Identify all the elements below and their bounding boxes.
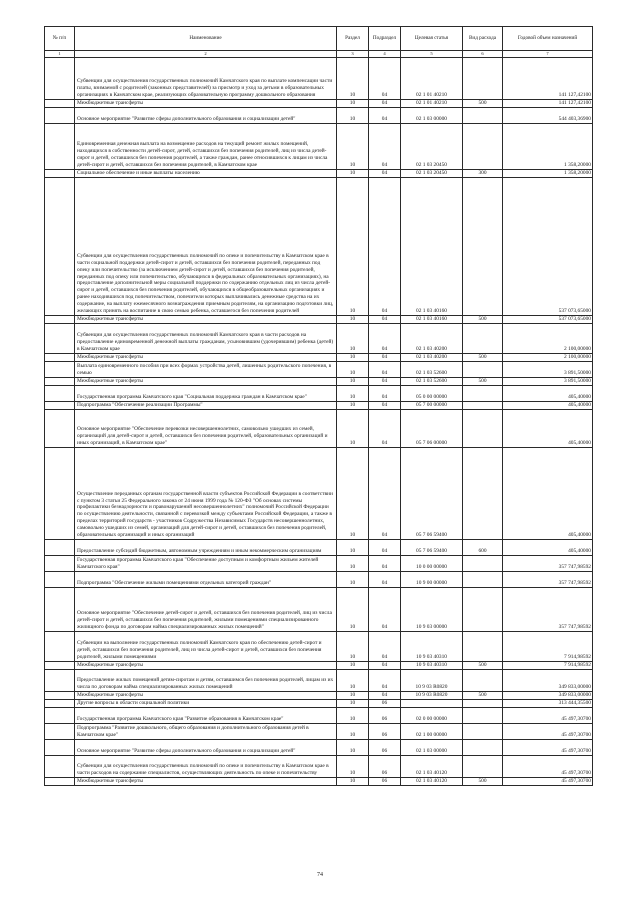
expense-type-code: 500	[463, 662, 503, 670]
table-row	[45, 386, 593, 402]
expense-type-code	[463, 700, 503, 708]
item-name: Осуществление переданных органам государственной власти субъектов Российской Федерации в соответствии с пунктом 3 статьи 25 Федерального закона от 24 июня 1999 года № 120-ФЗ "Об основах системы профилактики безнадзорности и правонарушений несовершеннолетних" полномочий Российской Федерации по осуществлению деятельности, связанной с перевозкой между субъектами Российской Федерации, а также в пределах территорий государств - участников Содружества Независимых Государств несовершеннолетних, самовольно ушедших из семей, организаций для детей-сирот и детей, оставшихся без попечения родителей, образовательных организаций и иных организаций	[75, 448, 337, 540]
item-name: Субвенции для осуществления государственных полномочий Камчатского края по выплате компенсации части платы, взимаемой с родителей (законных представителей) за присмотр и уход за детьми в образовательных организациях в Камчатском крае, реализующих образовательную программу дошкольного образования	[75, 58, 337, 100]
row-number-cell	[45, 124, 75, 170]
target-article-code: 10 9 03 00000	[401, 588, 463, 632]
row-number-cell	[45, 556, 75, 572]
row-number-cell	[45, 572, 75, 588]
annual-amount: 405,40000	[503, 540, 593, 556]
expense-type-code	[463, 556, 503, 572]
table-row	[45, 324, 593, 354]
target-article-code: 02 1 01 40210	[401, 100, 463, 108]
table-row	[45, 662, 593, 670]
table-row	[45, 410, 593, 448]
annual-amount: 45 497,30700	[503, 724, 593, 740]
annual-amount: 349 833,00000	[503, 670, 593, 692]
row-number-cell	[45, 316, 75, 324]
target-article-code: 02 1 03 40200	[401, 354, 463, 362]
target-article-code: 10 9 00 00000	[401, 572, 463, 588]
podrazdel-code: 04	[369, 58, 401, 100]
table-row	[45, 362, 593, 378]
razdel-code: 10	[337, 448, 369, 540]
podrazdel-code: 04	[369, 402, 401, 410]
row-number-cell	[45, 100, 75, 108]
annual-amount: 405,40000	[503, 386, 593, 402]
table-row	[45, 740, 593, 756]
item-name: Государственная программа Камчатского края "Развитие образования в Камчатском крае"	[75, 708, 337, 724]
target-article-code: 02 1 03 00000	[401, 740, 463, 756]
expense-type-code	[463, 58, 503, 100]
page-number: 74	[317, 872, 323, 878]
target-article-code: 05 0 00 00000	[401, 386, 463, 402]
target-article-code: 02 1 03 40160	[401, 316, 463, 324]
item-name: Выплата единовременного пособия при всех формах устройства детей, лишенных родительского попечения, в семью	[75, 362, 337, 378]
column-number-row	[45, 51, 593, 58]
podrazdel-code: 06	[369, 756, 401, 778]
target-article-code: 10 0 00 00000	[401, 556, 463, 572]
razdel-code: 10	[337, 378, 369, 386]
expense-type-code	[463, 178, 503, 316]
annual-amount: 357 747,98592	[503, 588, 593, 632]
column-number: 6	[463, 51, 503, 58]
expense-type-code	[463, 756, 503, 778]
podrazdel-code: 04	[369, 378, 401, 386]
table-row	[45, 572, 593, 588]
column-header-number: № п/п	[45, 27, 75, 51]
razdel-code: 10	[337, 324, 369, 354]
budget-table	[44, 26, 593, 786]
annual-amount: 2 100,00000	[503, 324, 593, 354]
razdel-code: 10	[337, 178, 369, 316]
annual-amount: 537 073,65000	[503, 316, 593, 324]
annual-amount: 141 127,42100	[503, 58, 593, 100]
podrazdel-code: 06	[369, 708, 401, 724]
expense-type-code: 600	[463, 540, 503, 556]
row-number-cell	[45, 448, 75, 540]
item-name: Межбюджетные трансферты	[75, 354, 337, 362]
expense-type-code	[463, 632, 503, 662]
expense-type-code	[463, 708, 503, 724]
row-number-cell	[45, 362, 75, 378]
razdel-code: 10	[337, 354, 369, 362]
annual-amount: 141 127,42100	[503, 100, 593, 108]
razdel-code: 10	[337, 362, 369, 378]
target-article-code: 05 7 00 00000	[401, 402, 463, 410]
razdel-code: 10	[337, 100, 369, 108]
table-row	[45, 100, 593, 108]
annual-amount: 1 358,20000	[503, 124, 593, 170]
podrazdel-code: 04	[369, 386, 401, 402]
item-name: Предоставление жилых помещений детям-сиротам и детям, оставшимся без попечения родителей, лицам из их числа по договорам найма специализированных жилых помещений	[75, 670, 337, 692]
item-name: Единовременная денежная выплата на возмещение расходов на текущий ремонт жилых помещений, находящихся в собственности детей-сирот, детей, оставшихся без попечения родителей, лиц из числа детей-сирот и детей, оставшихся без попечения родителей, а также граждан, ранее относившихся к лицам из числа детей-сирот и детей, оставшихся без попечения родителей, в Камчатском крае	[75, 124, 337, 170]
expense-type-code: 300	[463, 170, 503, 178]
annual-amount: 357 747,98592	[503, 572, 593, 588]
row-number-cell	[45, 410, 75, 448]
target-article-code: 02 1 03 40200	[401, 324, 463, 354]
podrazdel-code: 04	[369, 100, 401, 108]
column-header-podrazdel: Подраздел	[369, 27, 401, 51]
annual-amount: 3 891,50000	[503, 362, 593, 378]
target-article-code: 05 7 06 59400	[401, 540, 463, 556]
annual-amount: 45 497,30700	[503, 756, 593, 778]
table-row	[45, 556, 593, 572]
razdel-code: 10	[337, 670, 369, 692]
item-name: Межбюджетные трансферты	[75, 692, 337, 700]
podrazdel-code: 06	[369, 778, 401, 786]
column-header-razdel: Раздел	[337, 27, 369, 51]
expense-type-code	[463, 324, 503, 354]
expense-type-code	[463, 448, 503, 540]
item-name: Межбюджетные трансферты	[75, 662, 337, 670]
annual-amount: 405,40000	[503, 410, 593, 448]
target-article-code: 02 1 03 52600	[401, 378, 463, 386]
annual-amount: 3 891,50000	[503, 378, 593, 386]
expense-type-code: 500	[463, 692, 503, 700]
table-row	[45, 170, 593, 178]
table-row	[45, 778, 593, 786]
table-row	[45, 354, 593, 362]
podrazdel-code: 06	[369, 700, 401, 708]
target-article-code: 02 1 03 40160	[401, 178, 463, 316]
expense-type-code: 500	[463, 100, 503, 108]
table-row	[45, 108, 593, 124]
table-row	[45, 700, 593, 708]
item-name: Субвенции для осуществления государственных полномочий по опеке и попечительству в Камчатском крае в части расходов на содержание специалистов, осуществляющих деятельность по опеке и попечительству	[75, 756, 337, 778]
row-number-cell	[45, 778, 75, 786]
item-name: Подпрограмма "Обеспечение реализации Программы"	[75, 402, 337, 410]
table-row	[45, 316, 593, 324]
annual-amount: 7 914,98592	[503, 632, 593, 662]
row-number-cell	[45, 724, 75, 740]
item-name: Субвенции для осуществления государственных полномочий по опеке и попечительству в Камчатском крае в части социальной поддержки детей-сирот и детей, оставшихся без попечения родителей, переданных под опеку или попечительство (за исключением детей-сирот и детей, оставшихся без попечения родителей, переданных под опеку или попечительство, обучающихся в федеральных образовательных организациях), на предоставление дополнительной меры социальной поддержки по содержанию отдельных лиц из числа детей-сирот и детей, оставшихся без попечения родителей, обучающихся в общеобразовательных организациях и ранее находившихся под попечительством, попечители которых выплачивались денежные средства на их содержание, на выплату ежемесячного вознаграждения приемным родителям, на организацию подготовки лиц, желающих принять на воспитание в свою семью ребенка, оставшегося без попечения родителей	[75, 178, 337, 316]
annual-amount: 349 833,00000	[503, 692, 593, 700]
podrazdel-code: 04	[369, 324, 401, 354]
razdel-code: 10	[337, 108, 369, 124]
column-number: 5	[401, 51, 463, 58]
razdel-code: 10	[337, 756, 369, 778]
item-name: Основное мероприятие "Развитие сферы дополнительного образования и социализации детей"	[75, 740, 337, 756]
table-row	[45, 178, 593, 316]
annual-amount: 357 747,98592	[503, 556, 593, 572]
podrazdel-code: 04	[369, 572, 401, 588]
target-article-code: 05 7 06 00000	[401, 410, 463, 448]
annual-amount: 45 497,30700	[503, 778, 593, 786]
target-article-code: 02 1 03 52600	[401, 362, 463, 378]
razdel-code: 10	[337, 316, 369, 324]
razdel-code: 10	[337, 740, 369, 756]
table-row	[45, 378, 593, 386]
item-name: Межбюджетные трансферты	[75, 778, 337, 786]
target-article-code: 10 9 03 40310	[401, 632, 463, 662]
razdel-code: 10	[337, 410, 369, 448]
row-number-cell	[45, 708, 75, 724]
annual-amount: 544 403,36900	[503, 108, 593, 124]
annual-amount: 1 358,20000	[503, 170, 593, 178]
item-name: Государственная программа Камчатского края "Обеспечение доступным и комфортным жильем жителей Камчатского края"	[75, 556, 337, 572]
annual-amount: 45 497,30700	[503, 740, 593, 756]
table-row	[45, 724, 593, 740]
row-number-cell	[45, 386, 75, 402]
column-header-name: Наименование	[75, 27, 337, 51]
podrazdel-code: 06	[369, 724, 401, 740]
column-number: 4	[369, 51, 401, 58]
item-name: Межбюджетные трансферты	[75, 316, 337, 324]
target-article-code: 02 1 03 40120	[401, 778, 463, 786]
expense-type-code: 500	[463, 778, 503, 786]
row-number-cell	[45, 670, 75, 692]
column-header-target-article: Целевая статья	[401, 27, 463, 51]
item-name: Подпрограмма "Обеспечение жилыми помещениями отдельных категорий граждан"	[75, 572, 337, 588]
podrazdel-code: 04	[369, 556, 401, 572]
item-name: Предоставление субсидий бюджетным, автономным учреждениям и иным некоммерческим организациям	[75, 540, 337, 556]
expense-type-code	[463, 108, 503, 124]
razdel-code: 10	[337, 402, 369, 410]
expense-type-code	[463, 402, 503, 410]
row-number-cell	[45, 692, 75, 700]
target-article-code: 02 1 03 20450	[401, 170, 463, 178]
expense-type-code	[463, 410, 503, 448]
razdel-code: 10	[337, 708, 369, 724]
expense-type-code	[463, 386, 503, 402]
row-number-cell	[45, 170, 75, 178]
razdel-code: 10	[337, 556, 369, 572]
table-row	[45, 540, 593, 556]
item-name: Межбюджетные трансферты	[75, 100, 337, 108]
item-name: Субвенции для осуществления государственных полномочий Камчатского края в части расходов на предоставление единовременной денежной выплаты гражданам, усыновившим (удочерившим) ребенка (детей) в Камчатском крае	[75, 324, 337, 354]
razdel-code: 10	[337, 700, 369, 708]
row-number-cell	[45, 632, 75, 662]
header-row	[45, 27, 593, 51]
item-name: Подпрограмма "Развитие дошкольного, общего образования и дополнительного образования детей в Камчатском крае"	[75, 724, 337, 740]
annual-amount: 405,40000	[503, 448, 593, 540]
table-row	[45, 124, 593, 170]
podrazdel-code: 04	[369, 108, 401, 124]
row-number-cell	[45, 402, 75, 410]
target-article-code: 05 7 06 59400	[401, 448, 463, 540]
budget-sheet	[44, 26, 592, 786]
annual-amount: 313 444,35500	[503, 700, 593, 708]
razdel-code: 10	[337, 572, 369, 588]
razdel-code: 10	[337, 386, 369, 402]
row-number-cell	[45, 662, 75, 670]
row-number-cell	[45, 178, 75, 316]
row-number-cell	[45, 378, 75, 386]
razdel-code: 10	[337, 124, 369, 170]
podrazdel-code: 04	[369, 448, 401, 540]
target-article-code: 10 9 03 R0820	[401, 670, 463, 692]
column-header-annual-amount: Годовой объем назначений	[503, 27, 593, 51]
annual-amount: 45 497,30700	[503, 708, 593, 724]
row-number-cell	[45, 108, 75, 124]
row-number-cell	[45, 700, 75, 708]
table-row	[45, 632, 593, 662]
annual-amount: 405,40000	[503, 402, 593, 410]
item-name: Государственная программа Камчатского края "Социальная поддержка граждан в Камчатском крае"	[75, 386, 337, 402]
column-header-expense-type: Вид расхода	[463, 27, 503, 51]
podrazdel-code: 04	[369, 354, 401, 362]
annual-amount: 7 914,98592	[503, 662, 593, 670]
item-name: Субвенции на выполнение государственных полномочий Камчатского края по обеспечению детей-сирот и детей, оставшихся без попечения родителей, лиц из числа детей-сирот и детей, оставшихся без попечения родителей, жилыми помещениями	[75, 632, 337, 662]
podrazdel-code: 04	[369, 124, 401, 170]
razdel-code: 10	[337, 540, 369, 556]
razdel-code: 10	[337, 778, 369, 786]
row-number-cell	[45, 58, 75, 100]
column-number: 1	[45, 51, 75, 58]
expense-type-code	[463, 572, 503, 588]
expense-type-code	[463, 362, 503, 378]
razdel-code: 10	[337, 724, 369, 740]
podrazdel-code: 04	[369, 178, 401, 316]
budget-rows	[45, 58, 593, 786]
podrazdel-code: 04	[369, 588, 401, 632]
razdel-code: 10	[337, 170, 369, 178]
item-name: Другие вопросы в области социальной политики	[75, 700, 337, 708]
table-row	[45, 756, 593, 778]
target-article-code: 02 1 03 40120	[401, 756, 463, 778]
razdel-code: 10	[337, 588, 369, 632]
target-article-code: 02 0 00 00000	[401, 708, 463, 724]
item-name: Основное мероприятие "Обеспечение детей-сирот и детей, оставшихся без попечения родителей, лиц из числа детей-сирот и детей, оставшихся без попечения родителей, жилыми помещениями специализированного жилищного фонда по договорам найма специализированных жилых помещений"	[75, 588, 337, 632]
annual-amount: 2 100,00000	[503, 354, 593, 362]
table-row	[45, 588, 593, 632]
expense-type-code	[463, 670, 503, 692]
expense-type-code	[463, 724, 503, 740]
row-number-cell	[45, 540, 75, 556]
table-row	[45, 708, 593, 724]
podrazdel-code: 04	[369, 692, 401, 700]
item-name: Основное мероприятие "Обеспечение перевозки несовершеннолетних, самовольно ушедших из семей, организаций для детей-сирот и детей, оставшихся без попечения родителей, образовательных организаций и иных организаций, в Камчатском крае"	[75, 410, 337, 448]
column-number: 3	[337, 51, 369, 58]
expense-type-code	[463, 740, 503, 756]
table-row	[45, 58, 593, 100]
podrazdel-code: 04	[369, 410, 401, 448]
annual-amount: 537 073,65000	[503, 178, 593, 316]
podrazdel-code: 04	[369, 670, 401, 692]
expense-type-code	[463, 124, 503, 170]
row-number-cell	[45, 324, 75, 354]
row-number-cell	[45, 756, 75, 778]
row-number-cell	[45, 588, 75, 632]
table-row	[45, 692, 593, 700]
target-article-code: 02 1 03 20450	[401, 124, 463, 170]
expense-type-code: 500	[463, 354, 503, 362]
row-number-cell	[45, 354, 75, 362]
item-name: Межбюджетные трансферты	[75, 378, 337, 386]
podrazdel-code: 04	[369, 170, 401, 178]
column-number: 2	[75, 51, 337, 58]
item-name: Социальное обеспечение и иные выплаты населению	[75, 170, 337, 178]
target-article-code	[401, 700, 463, 708]
target-article-code: 10 9 03 R0820	[401, 692, 463, 700]
razdel-code: 10	[337, 58, 369, 100]
expense-type-code: 500	[463, 378, 503, 386]
row-number-cell	[45, 740, 75, 756]
razdel-code: 10	[337, 692, 369, 700]
item-name: Основное мероприятие "Развитие сферы дополнительного образования и социализации детей"	[75, 108, 337, 124]
podrazdel-code: 04	[369, 540, 401, 556]
razdel-code: 10	[337, 632, 369, 662]
table-row	[45, 402, 593, 410]
podrazdel-code: 06	[369, 740, 401, 756]
expense-type-code: 500	[463, 316, 503, 324]
podrazdel-code: 04	[369, 316, 401, 324]
expense-type-code	[463, 588, 503, 632]
target-article-code: 02 1 03 00000	[401, 108, 463, 124]
target-article-code: 02 1 01 40210	[401, 58, 463, 100]
podrazdel-code: 04	[369, 632, 401, 662]
target-article-code: 02 1 00 00000	[401, 724, 463, 740]
razdel-code: 10	[337, 662, 369, 670]
podrazdel-code: 04	[369, 662, 401, 670]
podrazdel-code: 04	[369, 362, 401, 378]
table-row	[45, 448, 593, 540]
column-number: 7	[503, 51, 593, 58]
target-article-code: 10 9 03 40310	[401, 662, 463, 670]
table-row	[45, 670, 593, 692]
